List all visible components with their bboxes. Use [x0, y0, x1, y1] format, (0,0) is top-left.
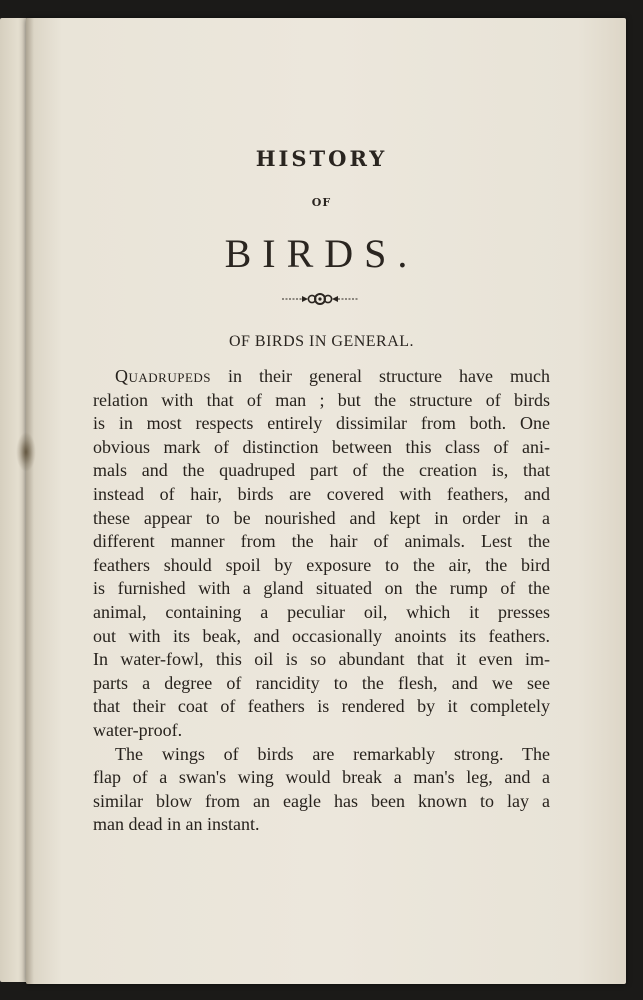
- drop-word: Quadrupeds: [115, 366, 212, 386]
- paragraph-1-line: feathers should spoil by exposure to the air, the bird: [93, 554, 550, 575]
- paragraph-1-line: water-proof.: [93, 719, 183, 740]
- paragraph-1-line: is furnished with a gland situated on the rump of the: [93, 578, 550, 599]
- paragraph-1-line: that their coat of feathers is rendered by it completely: [93, 696, 550, 717]
- paragraph-1-line: these appear to be nourished and kept in order in a: [93, 507, 550, 528]
- paragraph-1-line: parts a degree of rancidity to the flesh, and we see: [93, 672, 550, 693]
- paragraph-2-line: man dead in an instant.: [93, 814, 260, 835]
- paragraph-1-line: different manner from the hair of animals. Lest the: [93, 531, 550, 552]
- binding-stain: [16, 432, 36, 472]
- title-birds: BIRDS.: [224, 231, 419, 276]
- paragraph-2-line: similar blow from an eagle has been known to lay a: [93, 790, 550, 811]
- paragraph-1-line: out with its beak, and occasionally anoints its feathers.: [93, 625, 550, 646]
- paragraph-1-line: obvious mark of distinction between this class of ani-: [93, 436, 550, 457]
- paragraph-1-line: mals and the quadruped part of the creation is, that: [93, 460, 550, 481]
- paragraph-1-line: is in most respects entirely dissimilar from both. One: [93, 413, 550, 434]
- paragraph-1-line: animal, containing a peculiar oil, which it presses: [93, 601, 550, 622]
- paragraph-1-line: In water-fowl, this oil is so abundant that it even im-: [93, 649, 550, 670]
- section-heading: OF BIRDS IN GENERAL.: [228, 333, 415, 350]
- paragraph-1-line: relation with that of man ; but the structure of birds: [93, 389, 550, 410]
- title-of: OF: [311, 196, 332, 209]
- paragraph-2-line: flap of a swan's wing would break a man's leg, and a: [93, 767, 550, 788]
- body-text: [93, 365, 550, 837]
- paragraph-1-line-1: Quadrupeds in their general structure have much: [115, 366, 550, 386]
- paragraph-1-line: instead of hair, birds are covered with feathers, and: [93, 483, 550, 504]
- decorative-flourish-icon: [280, 288, 360, 310]
- title-history: HISTORY: [255, 146, 388, 171]
- paragraph-2-line: The wings of birds are remarkably strong. The: [115, 743, 550, 764]
